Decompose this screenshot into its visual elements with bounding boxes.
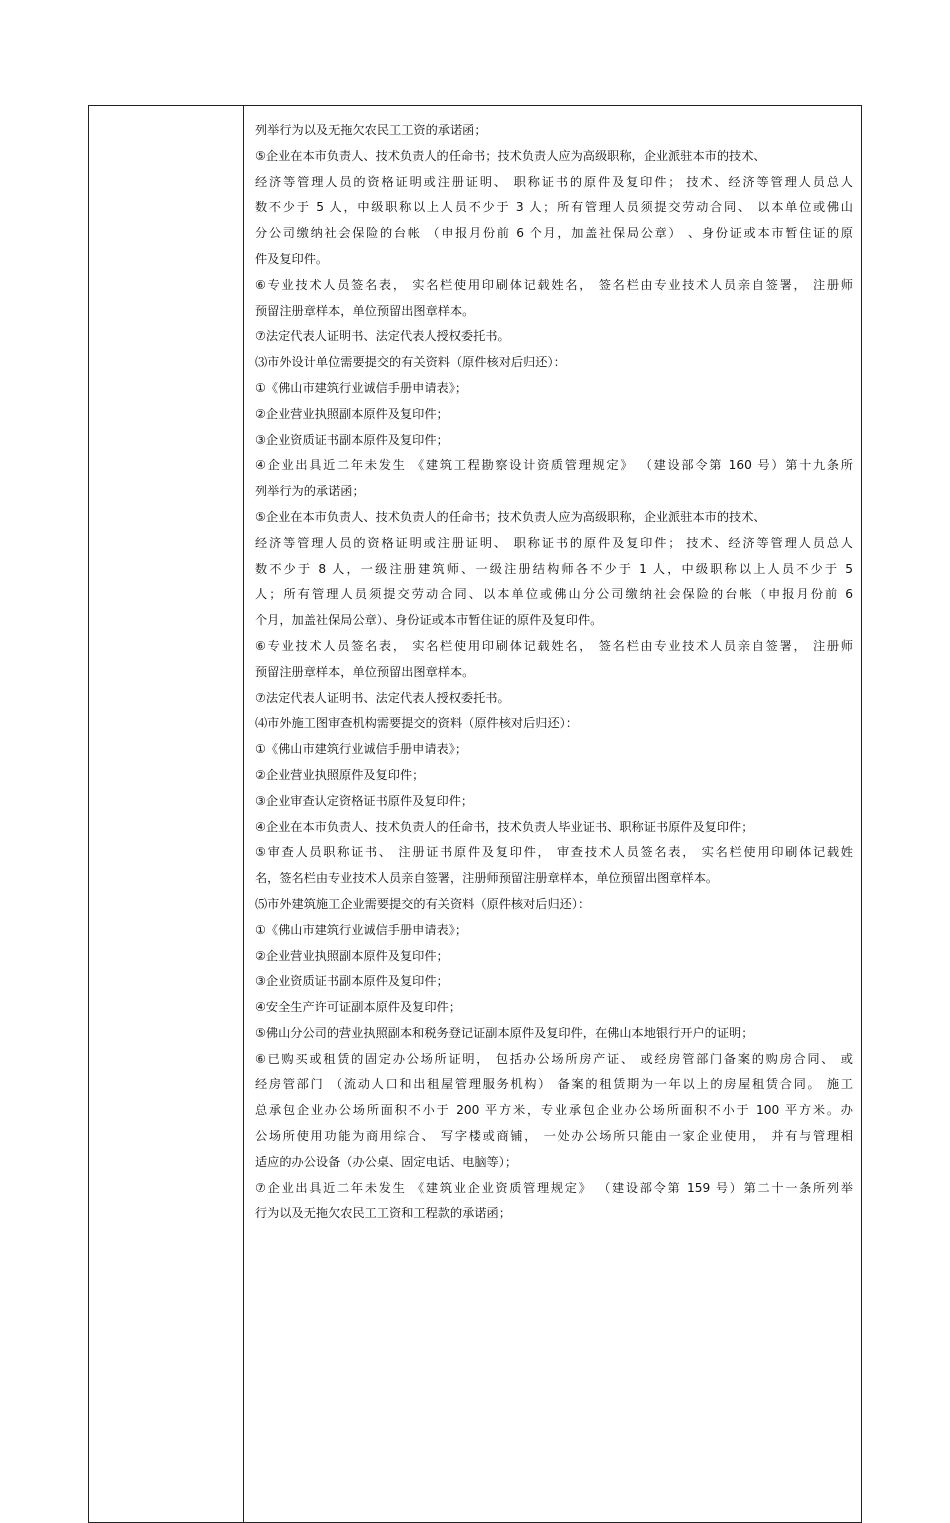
text-line: ①《佛山市建筑行业诚信手册申请表》； [255,380,468,395]
text-line: 行为以及无拖欠农民工工资和工程款的承诺函； [255,1206,511,1221]
text-line: ③企业审查认定资格证书原件及复印件； [255,793,474,808]
text-line: 分公司缴纳社会保险的台帐 （申报月份前 6 个月，加盖社保局公章） 、身份证或本市暂住证的原 [255,226,853,241]
text-line: 列举行为以及无拖欠农民工工资的承诺函； [255,123,487,137]
text-line: ④企业在本市负责人、技术负责人的任命书，技术负责人毕业证书、职称证书原件及复印件； [255,819,754,834]
text-line: ⑦法定代表人证明书、法定代表人授权委托书。 [255,690,510,705]
text-line: ⑤佛山分公司的营业执照副本和税务登记证副本原件及复印件，在佛山本地银行开户的证明； [255,1025,754,1040]
text-line: ⑸市外建筑施工企业需要提交的有关资料（原件核对后归还）： [255,896,591,911]
text-line: ⑤企业在本市负责人、技术负责人的任命书；技术负责人应为高级职称，企业派驻本市的技术、 [255,509,766,524]
text-line: ④安全生产许可证副本原件及复印件； [255,1000,461,1015]
text-line: ③企业资质证书副本原件及复印件； [255,974,449,989]
text-line: 预留注册章样本，单位预留出图章样本。 [255,664,475,679]
text-line: 公场所使用功能为商用综合、 写字楼或商铺， 一处办公场所只能由一家企业使用， 并有与管理相 [255,1129,853,1144]
text-line: 个月，加盖社保局公章）、身份证或本市暂住证的原件及复印件。 [255,613,603,628]
text-line: ⑦法定代表人证明书、法定代表人授权委托书。 [255,329,510,344]
text-line: ⑤企业在本市负责人、技术负责人的任命书；技术负责人应为高级职称，企业派驻本市的技术、 [255,148,766,163]
text-line: ③企业资质证书副本原件及复印件； [255,432,449,447]
text-line: 经房管部门 （流动人口和出租屋管理服务机构） 备案的租赁期为一年以上的房屋租赁合同。 施工 [255,1077,853,1092]
text-line: ②企业营业执照副本原件及复印件； [255,406,449,421]
text-line: ⑦企业出具近二年未发生 《建筑业企业资质管理规定》 （建设部令第 159 号）第二十一条所列举 [255,1180,853,1195]
text-line: ②企业营业执照副本原件及复印件； [255,948,449,963]
text-line: 总承包企业办公场所面积不小于 200 平方米，专业承包企业办公场所面积不小于 100 平方米。办 [255,1103,853,1118]
text-line: ⑥专业技术人员签名表， 实名栏使用印刷体记载姓名， 签名栏由专业技术人员亲自签署， 注册师 [255,638,853,653]
text-line: 数不少于 5 人，中级职称以上人员不少于 3 人；所有管理人员须提交劳动合同、 以本单位或佛山 [255,200,853,215]
text-line: 名，签名栏由专业技术人员亲自签署，注册师预留注册章样本，单位预留出图章样本。 [255,871,719,886]
text-line: 列举行为的承诺函； [255,484,365,499]
table-left-cell [89,106,244,1522]
requirements-table [88,105,862,1523]
text-line: 人；所有管理人员须提交劳动合同、以本单位或佛山分公司缴纳社会保险的台帐（申报月份前 6 [255,587,853,602]
text-line: 经济等管理人员的资格证明或注册证明、 职称证书的原件及复印件； 技术、经济等管理人员总人 [255,174,853,189]
text-line: 件及复印件。 [255,251,329,266]
text-line: ⑶市外设计单位需要提交的有关资料（原件核对后归还）： [255,355,566,370]
text-line: ①《佛山市建筑行业诚信手册申请表》； [255,922,468,937]
text-line: 经济等管理人员的资格证明或注册证明、 职称证书的原件及复印件； 技术、经济等管理人员总人 [255,535,853,550]
text-line: ④企业出具近二年未发生 《建筑工程勘察设计资质管理规定》 （建设部令第 160 号）第十九条所 [255,458,853,473]
text-line: ②企业营业执照原件及复印件； [255,767,425,782]
text-line: ⑤审查人员职称证书、 注册证书原件及复印件， 审查技术人员签名表， 实名栏使用印刷体记载姓 [255,845,853,860]
text-line: 预留注册章样本，单位预留出图章样本。 [255,303,475,318]
text-line: ⑷市外施工图审查机构需要提交的资料（原件核对后归还）： [255,716,578,731]
text-line: ①《佛山市建筑行业诚信手册申请表》； [255,742,468,757]
text-line: 数不少于 8 人，一级注册建筑师、一级注册结构师各不少于 1 人，中级职称以上人员不少于 5 [255,561,853,576]
text-line: ⑥已购买或租赁的固定办公场所证明， 包括办公场所房产证、 或经房管部门备案的购房合同、 或 [255,1051,853,1066]
text-line: ⑥专业技术人员签名表， 实名栏使用印刷体记载姓名， 签名栏由专业技术人员亲自签署， 注册师 [255,277,853,292]
text-line: 适应的办公设备（办公桌、固定电话、电脑等）； [255,1154,518,1169]
table-content-cell [244,106,861,1522]
